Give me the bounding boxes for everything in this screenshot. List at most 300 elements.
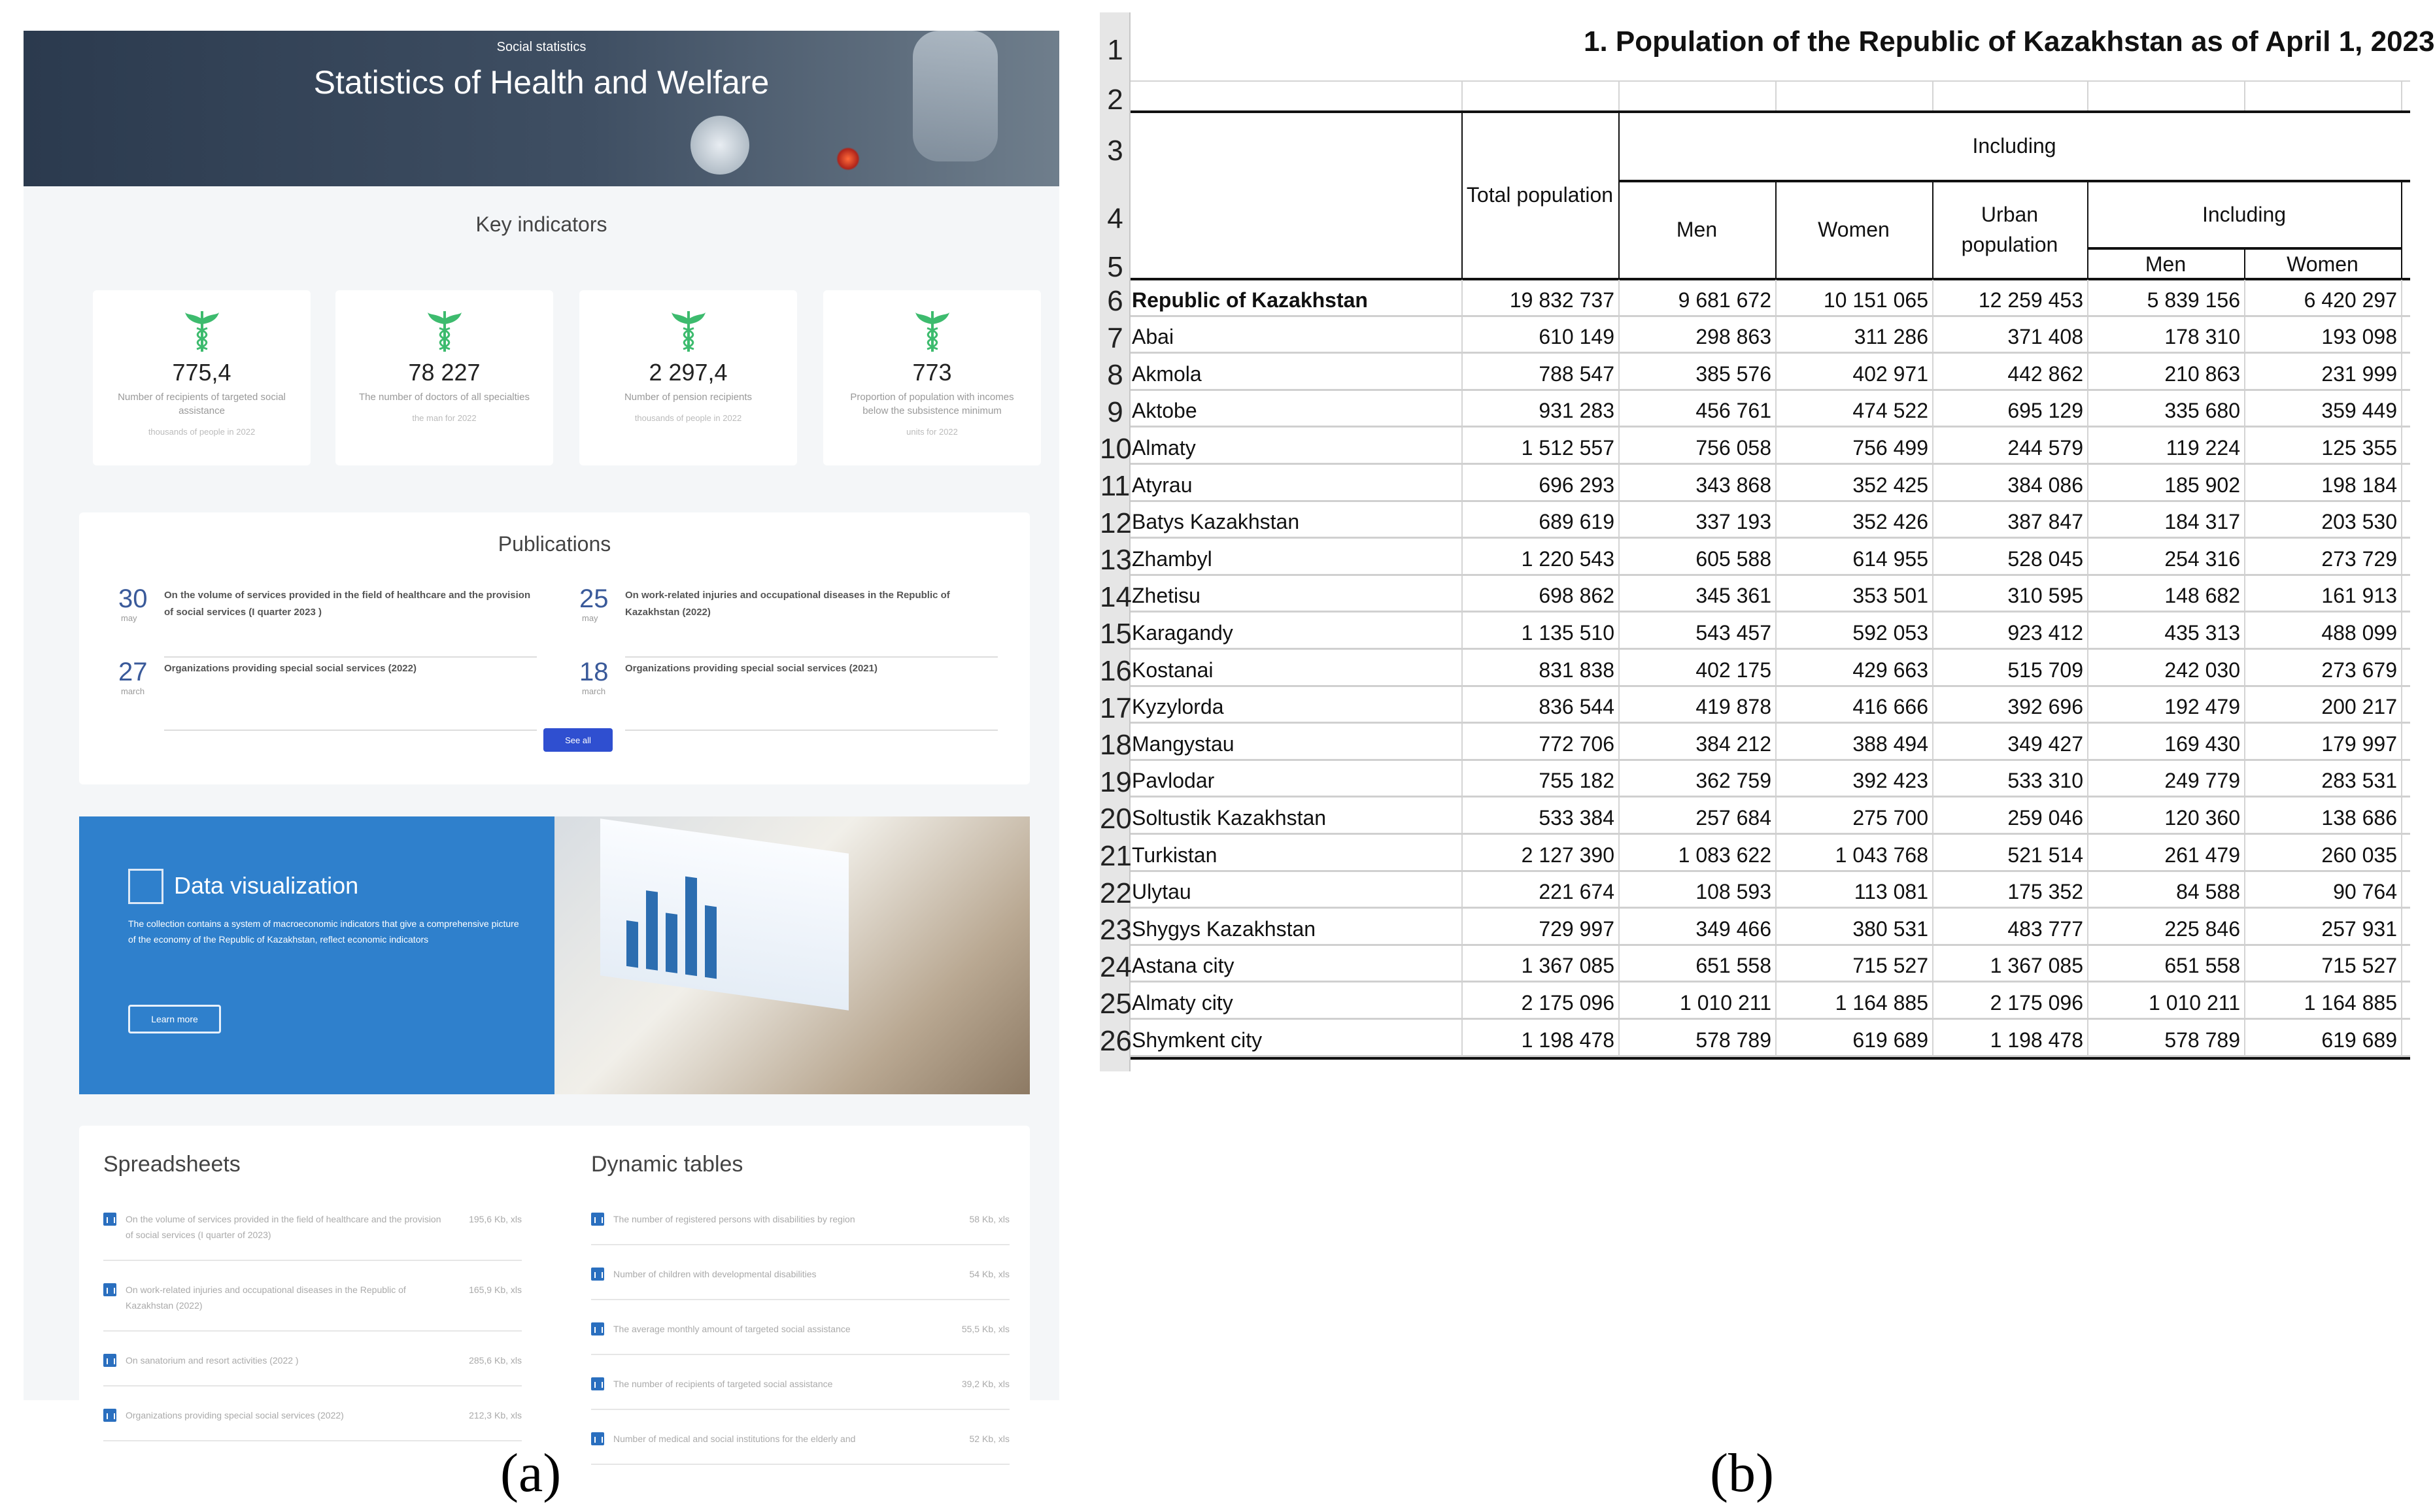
region-name: Zhetisu xyxy=(1132,584,1200,608)
header-urban-men: Men xyxy=(2145,252,2187,276)
table-cell: 249 779 xyxy=(2164,769,2240,793)
row-number[interactable]: 8 xyxy=(1107,359,1123,392)
table-cell: 1 198 478 xyxy=(1521,1028,1614,1052)
table-cell: 931 283 xyxy=(1539,399,1614,423)
chart-file-icon xyxy=(103,1409,116,1422)
table-cell: 543 457 xyxy=(1695,620,1771,645)
row-number[interactable]: 5 xyxy=(1107,251,1123,283)
file-link[interactable]: On sanatorium and resort activities (2022 ) xyxy=(126,1355,299,1366)
table-cell: 605 588 xyxy=(1695,546,1771,571)
region-name: Aktobe xyxy=(1132,399,1197,423)
table-cell: 1 220 543 xyxy=(1521,546,1614,571)
chart-file-icon xyxy=(591,1432,604,1445)
region-name: Shymkent city xyxy=(1132,1028,1263,1052)
table-cell: 9 681 672 xyxy=(1678,288,1771,312)
table-cell: 435 313 xyxy=(2164,620,2240,645)
table-cell: 178 310 xyxy=(2164,325,2240,349)
page-banner xyxy=(24,31,1059,186)
table-cell: 148 682 xyxy=(2164,584,2240,608)
table-cell: 1 010 211 xyxy=(2149,990,2240,1015)
table-cell: 456 761 xyxy=(1695,399,1771,423)
indicator-unit: thousands of people in 2022 xyxy=(148,427,256,437)
key-indicators-title: Key indicators xyxy=(475,212,607,236)
table-cell: 689 619 xyxy=(1539,510,1614,534)
row-number[interactable]: 16 xyxy=(1100,655,1132,687)
table-cell: 578 789 xyxy=(1695,1028,1771,1052)
table-cell: 578 789 xyxy=(2164,1028,2240,1052)
table-row[interactable] xyxy=(1131,465,2410,502)
row-number[interactable]: 15 xyxy=(1100,618,1132,650)
table-cell: 352 425 xyxy=(1852,473,1928,497)
table-cell: 362 759 xyxy=(1695,769,1771,793)
indicator-unit: thousands of people in 2022 xyxy=(634,413,742,423)
table-cell: 193 098 xyxy=(2321,325,2397,349)
table-cell: 275 700 xyxy=(1852,805,1928,830)
publication-day: 25 xyxy=(579,584,609,613)
region-name: Atyrau xyxy=(1132,473,1193,497)
table-cell: 343 868 xyxy=(1695,473,1771,497)
table-cell: 6 420 297 xyxy=(2304,288,2397,312)
region-name: Mangystau xyxy=(1132,731,1235,756)
indicator-value: 773 xyxy=(912,359,952,386)
table-cell: 125 355 xyxy=(2321,435,2397,460)
file-list-item[interactable] xyxy=(103,1203,522,1261)
indicator-label: The number of doctors of all specialties xyxy=(359,392,530,403)
table-cell: 442 862 xyxy=(2007,361,2083,386)
region-name: Ulytau xyxy=(1132,880,1191,904)
table-cell: 651 558 xyxy=(2164,954,2240,978)
table-cell: 169 430 xyxy=(2164,731,2240,756)
file-size: 212,3 Kb, xls xyxy=(469,1410,522,1420)
table-cell: 175 352 xyxy=(2007,880,2083,904)
breadcrumb[interactable]: Social statistics xyxy=(496,40,587,54)
row-number[interactable]: 17 xyxy=(1100,692,1132,724)
key-indicator-card[interactable] xyxy=(823,290,1041,465)
publication-month: march xyxy=(121,686,145,696)
spreadsheets-list xyxy=(103,1152,522,1454)
table-cell: 380 531 xyxy=(1852,916,1928,941)
divider xyxy=(625,656,998,658)
file-size: 55,5 Kb, xls xyxy=(961,1324,1010,1334)
row-number[interactable]: 24 xyxy=(1100,950,1132,983)
table-cell: 10 151 065 xyxy=(1823,288,1928,312)
table-cell: 402 175 xyxy=(1695,658,1771,682)
table-cell: 416 666 xyxy=(1852,695,1928,719)
learn-more-button[interactable]: Learn more xyxy=(128,1005,221,1033)
table-cell: 1 512 557 xyxy=(1521,435,1614,460)
publication-link[interactable]: Organizations providing special social services (2021) xyxy=(625,663,877,674)
row-number[interactable]: 1 xyxy=(1107,34,1123,66)
table-cell: 1 083 622 xyxy=(1678,843,1771,867)
table-title: 1. Population of the Republic of Kazakhstan as of April 1, 2023 xyxy=(1584,25,2435,58)
table-cell: 392 696 xyxy=(2007,695,2083,719)
row-number[interactable]: 7 xyxy=(1107,322,1123,354)
row-number[interactable]: 22 xyxy=(1100,877,1132,909)
file-link[interactable]: The average monthly amount of targeted social assistance xyxy=(613,1324,851,1334)
data-visualization-banner xyxy=(79,816,1030,1094)
row-number[interactable]: 14 xyxy=(1100,580,1132,613)
table-row[interactable] xyxy=(1131,391,2410,428)
table-cell: 387 847 xyxy=(2007,510,2083,534)
data-visualization-title: Data visualization xyxy=(174,872,359,899)
header-urban-population: Urban population xyxy=(1961,203,2058,256)
publication-day: 27 xyxy=(118,658,148,686)
table-cell: 337 193 xyxy=(1695,510,1771,534)
indicator-label: Number of pension recipients xyxy=(624,392,753,403)
divider xyxy=(164,656,537,658)
chart-file-icon xyxy=(591,1377,604,1390)
caduceus-icon xyxy=(182,310,222,353)
table-cell: 619 689 xyxy=(1852,1028,1928,1052)
table-cell: 12 259 453 xyxy=(1978,288,2083,312)
row-number[interactable]: 25 xyxy=(1100,988,1132,1020)
table-cell: 610 149 xyxy=(1539,325,1614,349)
row-number[interactable]: 18 xyxy=(1100,729,1132,762)
table-row[interactable] xyxy=(1131,428,2410,465)
file-list-item[interactable] xyxy=(103,1400,522,1441)
table-row[interactable] xyxy=(1131,576,2410,613)
table-cell: 108 593 xyxy=(1695,880,1771,904)
banner-decoration xyxy=(690,116,749,175)
banner-decoration xyxy=(836,147,860,171)
table-cell: 257 684 xyxy=(1695,805,1771,830)
table-cell: 1 164 885 xyxy=(2304,990,2397,1015)
table-row[interactable] xyxy=(1131,280,2410,317)
table-cell: 729 997 xyxy=(1539,916,1614,941)
laptop-screen xyxy=(600,818,849,1010)
table-cell: 259 046 xyxy=(2007,805,2083,830)
table-cell: 345 361 xyxy=(1695,584,1771,608)
table-cell: 2 127 390 xyxy=(1521,843,1614,867)
publication-link[interactable]: On work-related injuries and occupational diseases in the Republic of Kazakhstan (2022) xyxy=(625,590,950,618)
file-size: 165,9 Kb, xls xyxy=(469,1285,522,1295)
table-cell: 384 212 xyxy=(1695,731,1771,756)
table-cell: 200 217 xyxy=(2321,695,2397,719)
file-list-item[interactable] xyxy=(591,1313,1010,1355)
chart-file-icon xyxy=(591,1268,604,1281)
row-number[interactable]: 20 xyxy=(1100,803,1132,835)
table-cell: 210 863 xyxy=(2164,361,2240,386)
file-size: 58 Kb, xls xyxy=(969,1214,1010,1224)
health-welfare-webpage xyxy=(24,31,1059,1444)
table-cell: 138 686 xyxy=(2321,805,2397,830)
file-link[interactable]: On work-related injuries and occupational diseases in the Republic of Kazakhstan (2022) xyxy=(126,1285,406,1311)
indicator-unit: units for 2022 xyxy=(906,427,958,437)
table-cell: 788 547 xyxy=(1539,361,1614,386)
header-urban-women: Women xyxy=(2287,252,2358,276)
file-size: 39,2 Kb, xls xyxy=(961,1379,1010,1389)
key-indicator-card[interactable] xyxy=(335,290,553,465)
header-including: Including xyxy=(1972,134,2056,158)
table-cell: 244 579 xyxy=(2007,435,2083,460)
region-name: Kyzylorda xyxy=(1132,695,1224,719)
caption-b: (b) xyxy=(1710,1443,1774,1504)
table-cell: 651 558 xyxy=(1695,954,1771,978)
table-cell: 533 310 xyxy=(2007,769,2083,793)
table-cell: 231 999 xyxy=(2321,361,2397,386)
file-size: 54 Kb, xls xyxy=(969,1269,1010,1279)
table-row[interactable] xyxy=(1131,354,2410,391)
table-cell: 1 367 085 xyxy=(1521,954,1614,978)
file-link[interactable]: Number of medical and social institutions for the elderly and xyxy=(613,1434,856,1444)
table-cell: 533 384 xyxy=(1539,805,1614,830)
table-cell: 349 466 xyxy=(1695,916,1771,941)
publications-section xyxy=(79,512,1030,784)
indicator-label: Proportion of population with incomes below the subsistence minimum xyxy=(850,392,1014,416)
divider xyxy=(625,730,998,731)
table-cell: 1 198 478 xyxy=(1990,1028,2083,1052)
region-name: Astana city xyxy=(1132,954,1235,978)
region-name: Almaty xyxy=(1132,435,1196,460)
table-row[interactable] xyxy=(1131,539,2410,576)
file-size: 195,6 Kb, xls xyxy=(469,1214,522,1224)
dynamic-tables-list xyxy=(591,1152,1010,1478)
dynamic-tables-title: Dynamic tables xyxy=(591,1152,743,1177)
file-list-item[interactable] xyxy=(591,1258,1010,1300)
file-link[interactable]: On the volume of services provided in the field of healthcare and the provision of social services (I quarter of 2023) xyxy=(126,1214,441,1240)
table-row[interactable] xyxy=(1131,502,2410,539)
table-row[interactable] xyxy=(1131,1020,2410,1057)
header-women: Women xyxy=(1818,218,1890,241)
table-cell: 388 494 xyxy=(1852,731,1928,756)
region-name: Republic of Kazakhstan xyxy=(1132,288,1368,312)
table-cell: 298 863 xyxy=(1695,325,1771,349)
region-name: Pavlodar xyxy=(1132,769,1215,793)
table-cell: 260 035 xyxy=(2321,843,2397,867)
table-cell: 310 595 xyxy=(2007,584,2083,608)
file-link[interactable]: Organizations providing special social services (2022) xyxy=(126,1410,344,1420)
publication-day: 30 xyxy=(118,584,148,613)
table-cell: 335 680 xyxy=(2164,399,2240,423)
row-number[interactable]: 13 xyxy=(1100,544,1132,577)
row-number[interactable]: 23 xyxy=(1100,914,1132,947)
publication-link[interactable]: On the volume of services provided in the field of healthcare and the provision of social services (I quarter 2023 ) xyxy=(164,590,531,618)
chart-file-icon xyxy=(103,1283,116,1296)
table-cell: 311 286 xyxy=(1854,325,1928,349)
table-row[interactable] xyxy=(1131,613,2410,650)
table-cell: 385 576 xyxy=(1695,361,1771,386)
table-row[interactable] xyxy=(1131,872,2410,909)
divider xyxy=(164,730,537,731)
table-row[interactable] xyxy=(1131,317,2410,354)
table-cell: 352 426 xyxy=(1852,510,1928,534)
table-cell: 113 081 xyxy=(1854,880,1928,904)
table-cell: 392 423 xyxy=(1852,769,1928,793)
table-cell: 696 293 xyxy=(1539,473,1614,497)
caduceus-icon xyxy=(425,310,464,353)
table-cell: 257 931 xyxy=(2321,916,2397,941)
table-cell: 1 164 885 xyxy=(1835,990,1928,1015)
table-cell: 19 832 737 xyxy=(1509,288,1614,312)
table-cell: 353 501 xyxy=(1852,584,1928,608)
file-list-item[interactable] xyxy=(591,1368,1010,1410)
table-cell: 359 449 xyxy=(2321,399,2397,423)
table-cell: 1 043 768 xyxy=(1835,843,1928,867)
table-cell: 715 527 xyxy=(2321,954,2397,978)
publication-day: 18 xyxy=(579,658,609,686)
see-all-button[interactable]: See all xyxy=(543,728,613,752)
table-cell: 349 427 xyxy=(2007,731,2083,756)
table-cell: 429 663 xyxy=(1852,658,1928,682)
table-bottom-border xyxy=(1131,1057,2410,1060)
table-cell: 1 367 085 xyxy=(1990,954,2083,978)
publication-link[interactable]: Organizations providing special social services (2022) xyxy=(164,663,417,674)
region-name: Almaty city xyxy=(1132,990,1233,1015)
table-cell: 179 997 xyxy=(2321,731,2397,756)
file-size: 285,6 Kb, xls xyxy=(469,1355,522,1366)
publications-title: Publications xyxy=(498,532,611,556)
file-list-item[interactable] xyxy=(591,1423,1010,1465)
table-cell: 402 971 xyxy=(1852,361,1928,386)
table-cell: 592 053 xyxy=(1852,620,1928,645)
table-cell: 619 689 xyxy=(2321,1028,2397,1052)
table-cell: 242 030 xyxy=(2164,658,2240,682)
table-cell: 221 674 xyxy=(1539,880,1614,904)
region-name: Akmola xyxy=(1132,361,1202,386)
table-cell: 119 224 xyxy=(2166,435,2240,460)
table-cell: 831 838 xyxy=(1539,658,1614,682)
row-number[interactable]: 3 xyxy=(1107,135,1123,167)
header-including-urban: Including xyxy=(2202,202,2287,226)
file-list-item[interactable] xyxy=(103,1345,522,1386)
table-row[interactable] xyxy=(1131,909,2410,946)
file-list-item[interactable] xyxy=(103,1274,522,1332)
table-row[interactable] xyxy=(1131,946,2410,983)
table-cell: 474 522 xyxy=(1852,399,1928,423)
table-cell: 923 412 xyxy=(2007,620,2083,645)
table-cell: 84 588 xyxy=(2176,880,2240,904)
table-cell: 273 679 xyxy=(2321,658,2397,682)
table-row[interactable] xyxy=(1131,650,2410,687)
table-cell: 254 316 xyxy=(2164,546,2240,571)
file-link[interactable]: The number of registered persons with disabilities by region xyxy=(613,1214,855,1224)
table-cell: 203 530 xyxy=(2321,510,2397,534)
region-name: Abai xyxy=(1132,325,1174,349)
table-cell: 521 514 xyxy=(2007,843,2083,867)
table-cell: 120 360 xyxy=(2164,805,2240,830)
building-icon xyxy=(128,869,163,904)
table-cell: 184 317 xyxy=(2164,510,2240,534)
region-name: Kostanai xyxy=(1132,658,1214,682)
caduceus-icon xyxy=(913,310,952,353)
table-cell: 225 846 xyxy=(2164,916,2240,941)
table-cell: 756 058 xyxy=(1695,435,1771,460)
key-indicator-card[interactable] xyxy=(93,290,311,465)
chart-file-icon xyxy=(103,1354,116,1367)
table-cell: 836 544 xyxy=(1539,695,1614,719)
row-number[interactable]: 4 xyxy=(1107,203,1123,235)
publication-month: march xyxy=(582,686,606,696)
table-cell: 384 086 xyxy=(2007,473,2083,497)
table-cell: 614 955 xyxy=(1852,546,1928,571)
table-row[interactable] xyxy=(1131,687,2410,724)
file-link[interactable]: Number of children with developmental disabilities xyxy=(613,1269,817,1279)
table-cell: 2 175 096 xyxy=(1990,990,2083,1015)
publication-month: may xyxy=(121,613,137,623)
row-number-column xyxy=(1100,12,1131,1071)
table-cell: 772 706 xyxy=(1539,731,1614,756)
table-cell: 1 135 510 xyxy=(1521,620,1614,645)
caption-a: (a) xyxy=(500,1443,562,1504)
row-number[interactable]: 2 xyxy=(1107,84,1123,116)
table-cell: 488 099 xyxy=(2321,620,2397,645)
row-number[interactable]: 6 xyxy=(1107,285,1123,317)
header-total-population: Total population xyxy=(1466,183,1614,207)
row-number[interactable]: 10 xyxy=(1100,433,1132,465)
laptop-chart-photo xyxy=(554,816,1030,1094)
table-cell: 261 479 xyxy=(2164,843,2240,867)
table-cell: 2 175 096 xyxy=(1521,990,1614,1015)
region-name: Soltustik Kazakhstan xyxy=(1132,805,1327,830)
table-cell: 185 902 xyxy=(2164,473,2240,497)
table-row[interactable] xyxy=(1131,983,2410,1020)
row-number[interactable]: 26 xyxy=(1100,1025,1132,1057)
spreadsheets-title: Spreadsheets xyxy=(103,1152,241,1177)
row-number[interactable]: 21 xyxy=(1100,840,1132,872)
table-cell: 90 764 xyxy=(2333,880,2397,904)
chart-file-icon xyxy=(103,1213,116,1226)
table-cell: 515 709 xyxy=(2007,658,2083,682)
file-list-item[interactable] xyxy=(591,1203,1010,1245)
region-name: Zhambyl xyxy=(1132,546,1212,571)
table-cell: 483 777 xyxy=(2007,916,2083,941)
region-name: Shygys Kazakhstan xyxy=(1132,916,1316,941)
row-number[interactable]: 19 xyxy=(1100,765,1132,798)
header-men: Men xyxy=(1676,218,1718,241)
spreadsheet-view xyxy=(1100,12,2435,1071)
table-row[interactable] xyxy=(1131,835,2410,872)
page-title: Statistics of Health and Welfare xyxy=(313,64,770,101)
table-cell: 756 499 xyxy=(1852,435,1928,460)
publication-month: may xyxy=(582,613,598,623)
table-cell: 371 408 xyxy=(2007,325,2083,349)
table-cell: 161 913 xyxy=(2321,584,2397,608)
region-name: Turkistan xyxy=(1132,843,1218,867)
indicator-value: 775,4 xyxy=(172,359,231,386)
table-cell: 1 010 211 xyxy=(1680,990,1771,1015)
table-row[interactable] xyxy=(1131,798,2410,835)
table-cell: 273 729 xyxy=(2321,546,2397,571)
indicator-value: 2 297,4 xyxy=(649,359,728,386)
row-number[interactable]: 12 xyxy=(1100,507,1132,539)
row-number[interactable]: 9 xyxy=(1107,395,1123,428)
table-cell: 698 862 xyxy=(1539,584,1614,608)
downloads-section xyxy=(79,1126,1030,1444)
data-visualization-description: The collection contains a system of macroeconomic indicators that give a comprehensive picture of the economy of the Republic of Kazakhstan, reflect economic indicators xyxy=(128,918,519,945)
region-name: Karagandy xyxy=(1132,620,1233,645)
table-row[interactable] xyxy=(1131,724,2410,761)
chart-file-icon xyxy=(591,1213,604,1226)
table-cell: 283 531 xyxy=(2321,769,2397,793)
chart-file-icon xyxy=(591,1322,604,1336)
table-cell: 192 479 xyxy=(2164,695,2240,719)
table-cell: 419 878 xyxy=(1695,695,1771,719)
table-cell: 5 839 156 xyxy=(2147,288,2240,312)
table-cell: 715 527 xyxy=(1852,954,1928,978)
table-row[interactable] xyxy=(1131,761,2410,798)
indicator-label: Number of recipients of targeted social assistance xyxy=(118,392,286,416)
key-indicator-card[interactable] xyxy=(579,290,797,465)
file-link[interactable]: The number of recipients of targeted social assistance xyxy=(613,1379,833,1389)
indicator-unit: the man for 2022 xyxy=(412,413,477,423)
row-number[interactable]: 11 xyxy=(1100,470,1131,502)
indicator-value: 78 227 xyxy=(408,359,481,386)
table-cell: 755 182 xyxy=(1539,769,1614,793)
table-cell: 528 045 xyxy=(2007,546,2083,571)
file-size: 52 Kb, xls xyxy=(969,1434,1010,1444)
region-name: Batys Kazakhstan xyxy=(1132,510,1300,534)
table-cell: 198 184 xyxy=(2321,473,2397,497)
